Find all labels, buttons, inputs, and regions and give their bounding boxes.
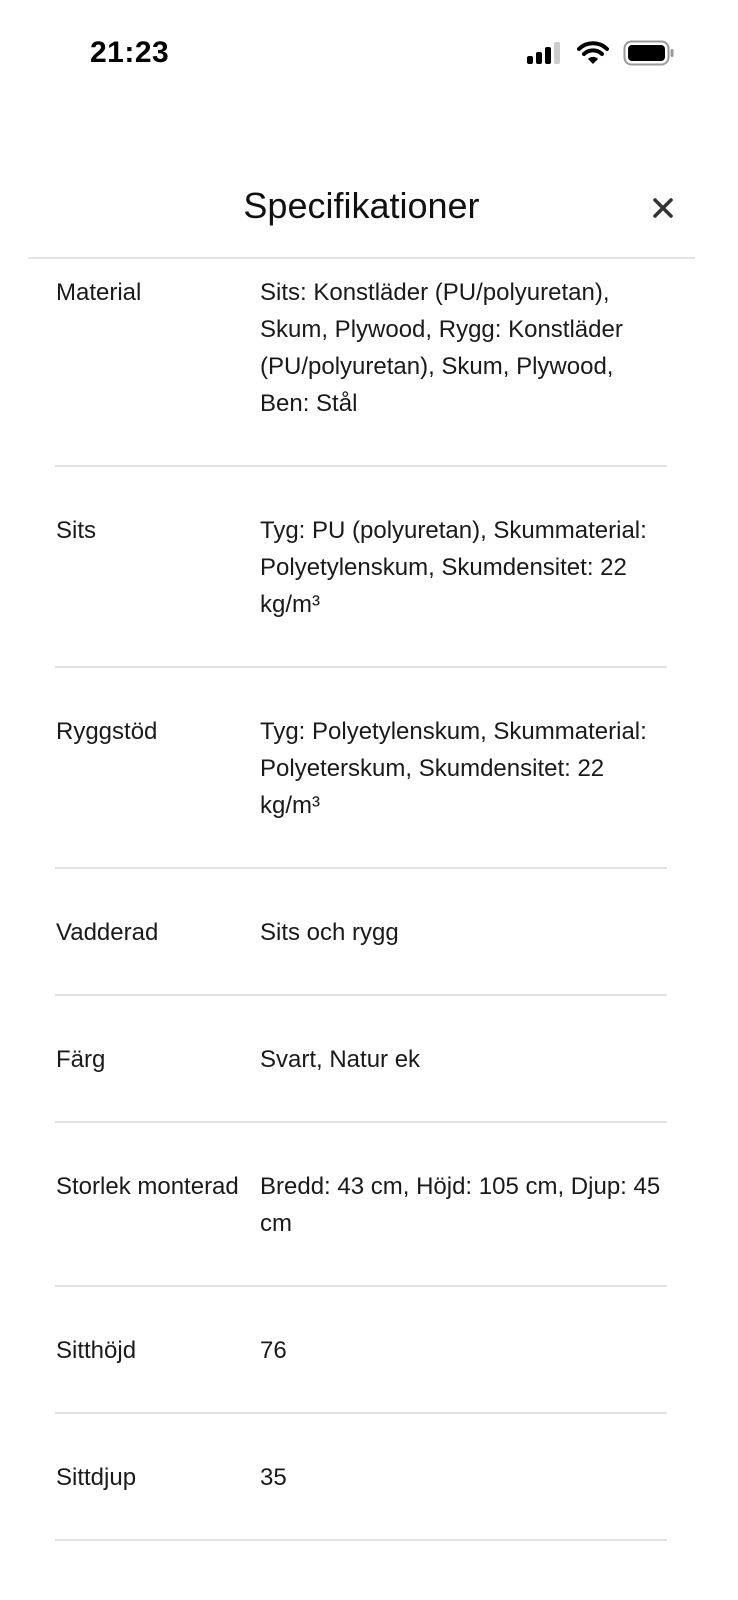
spec-label: Sits [56,517,97,544]
spec-label: Storlek monterad [56,1173,239,1200]
close-icon[interactable] [649,194,677,222]
spec-label: Material [56,279,142,306]
battery-icon [623,40,675,66]
spec-row [55,467,667,668]
page-title: Specifikationer [243,185,480,226]
spec-row [55,1414,667,1541]
cellular-signal-icon [527,41,563,65]
spec-value: Tyg: Polyetylenskum, Skummaterial: Polyeterskum, Skumdensitet: 22 kg/m³ [260,718,647,819]
spec-label: Sitthöjd [56,1337,137,1364]
modal-header [28,160,695,259]
status-time: 21:23 [90,36,170,69]
status-bar [0,0,738,100]
spec-row [55,1123,667,1287]
spec-row [55,996,667,1123]
spec-value: 76 [260,1337,287,1364]
wifi-icon [577,41,609,65]
specifications-list[interactable] [0,259,738,1600]
spec-row [55,259,667,467]
spec-row [55,668,667,869]
spec-value: Svart, Natur ek [260,1046,421,1073]
spec-value: Tyg: PU (polyuretan), Skummaterial: Polyetylenskum, Skumdensitet: 22 kg/m³ [260,517,647,618]
spec-value: Sits: Konstläder (PU/polyuretan), Skum, Plywood, Rygg: Konstläder (PU/polyuretan), Skum, Plywood, Ben: Stål [260,279,623,417]
spec-label: Färg [56,1046,106,1073]
spec-value: 35 [260,1464,287,1491]
spec-value: Bredd: 43 cm, Höjd: 105 cm, Djup: 45 cm [260,1173,661,1237]
spec-value: Sits och rygg [260,919,399,946]
spec-row [55,1287,667,1414]
spec-label: Sittdjup [56,1464,137,1491]
spec-label: Vadderad [56,919,159,946]
spec-label: Ryggstöd [56,718,158,745]
spec-row [55,869,667,996]
